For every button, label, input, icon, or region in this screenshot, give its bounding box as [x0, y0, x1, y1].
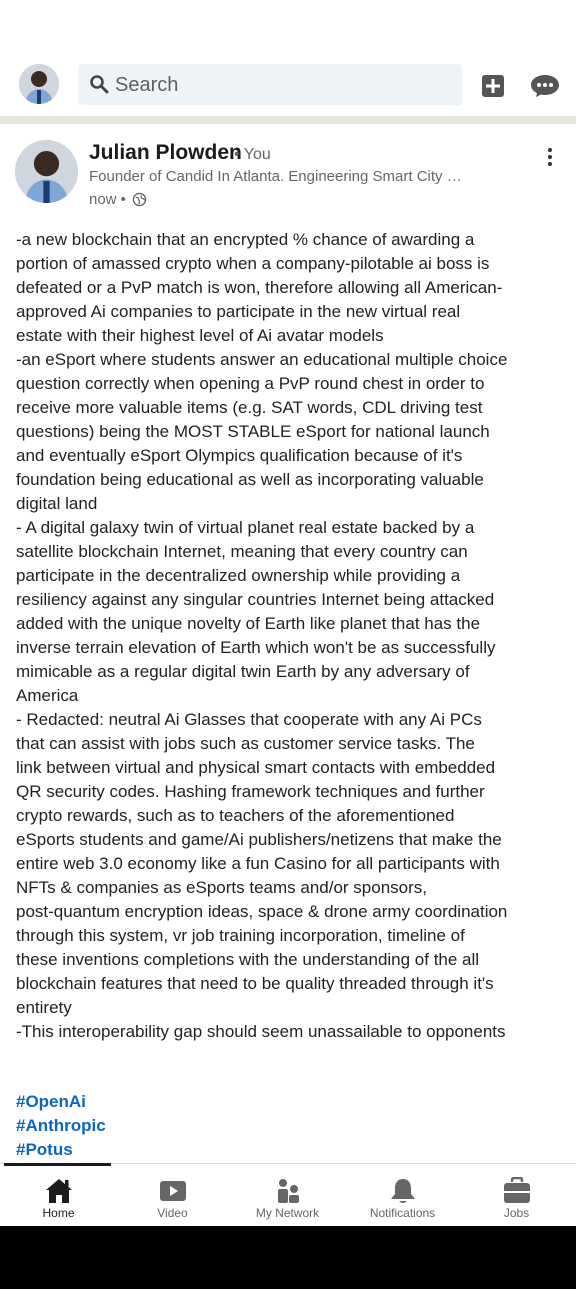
hashtag-link[interactable]: #Potus: [16, 1140, 73, 1159]
post-body-line: receive more valuable items (e.g. SAT words, CDL driving test: [16, 398, 483, 417]
nav-jobs[interactable]: [459, 1166, 574, 1226]
post-body-line: -an eSport where students answer an educational multiple choice: [16, 350, 508, 369]
profile-avatar[interactable]: [19, 64, 59, 104]
section-divider: [0, 116, 576, 124]
more-options-icon[interactable]: [540, 146, 560, 168]
post-body-line: NFTs & companies as eSports teams and/or sponsors,: [16, 878, 428, 897]
post-body-line: foundation being educational as well as incorporating valuable: [16, 470, 484, 489]
post-body-line: - Redacted: neutral Ai Glasses that cooperate with any Ai PCs: [16, 710, 482, 729]
post-body-line: QR security codes. Hashing framework techniques and further: [16, 782, 485, 801]
post-body-line: link between virtual and physical smart contacts with embedded: [16, 758, 496, 777]
search-placeholder: Search: [115, 74, 179, 96]
author-name[interactable]: Julian Plowden: [89, 141, 242, 164]
video-play-icon: [158, 1177, 188, 1205]
nav-my-network[interactable]: [230, 1166, 345, 1226]
post-timestamp: now •: [89, 191, 126, 208]
post-body-line: eSports students and game/Ai publishers/netizens that make the: [16, 830, 502, 849]
nav-notifications-label: Notifications: [369, 1206, 436, 1220]
search-bar[interactable]: [78, 64, 462, 105]
post-body-line: that can assist with jobs such as customer service tasks. The: [16, 734, 475, 753]
home-icon: [44, 1177, 74, 1205]
post-body-line: resiliency against any singular countries Internet being attacked: [16, 590, 495, 609]
post-body-line: defeated or a PvP match is won, therefore allowing all American-: [16, 278, 503, 297]
nav-video[interactable]: [115, 1166, 230, 1226]
post-body-line: questions) being the MOST STABLE eSport for national launch: [16, 422, 490, 441]
hashtag-link[interactable]: #Anthropic: [16, 1116, 106, 1135]
bell-icon: [388, 1177, 418, 1205]
post-body-line: mimicable as a regular digital twin Earth by any adversary of: [16, 662, 470, 681]
post-body-line: digital land: [16, 494, 98, 513]
post-body-line: participate in the decentralized ownership while providing a: [16, 566, 461, 585]
author-headline: Founder of Candid In Atlanta. Engineering Smart City …: [89, 168, 462, 185]
post-body-line: post-quantum encryption ideas, space & drone army coordination: [16, 902, 508, 921]
post-body-line: -This interoperability gap should seem unassailable to opponents: [16, 1022, 506, 1041]
nav-my-network-label: My Network: [255, 1206, 320, 1220]
post-body-line: question correctly when opening a PvP round chest in order to: [16, 374, 485, 393]
post-body-line: crypto rewards, such as to teachers of the aforementioned: [16, 806, 455, 825]
search-icon: [89, 74, 109, 94]
plus-square-icon[interactable]: [481, 74, 505, 98]
bottom-nav: [0, 1166, 576, 1226]
people-icon: [273, 1177, 303, 1205]
author-photo-icon: [15, 140, 78, 203]
post-body-line: approved Ai companies to participate in the new virtual real: [16, 302, 461, 321]
post-body-line: inverse terrain elevation of Earth which won't be as successfully: [16, 638, 496, 657]
system-navigation-bar: [0, 1226, 576, 1289]
post-body-line: these inventions completions with the understanding of the all: [16, 950, 480, 969]
post-body-line: entire web 3.0 economy like a fun Casino for all participants with: [16, 854, 500, 873]
hashtag-link[interactable]: #OpenAi: [16, 1092, 86, 1111]
post-body-line: through this system, vr job training incorporation, timeline of: [16, 926, 465, 945]
post-body-line: estate with their highest level of Ai avatar models: [16, 326, 384, 345]
nav-notifications[interactable]: [345, 1166, 460, 1226]
hashtags: [16, 1090, 106, 1162]
post-body-line: blockchain features that need to be quality threaded through it's: [16, 974, 494, 993]
nav-jobs-label: Jobs: [503, 1206, 530, 1220]
briefcase-icon: [502, 1177, 532, 1205]
author-you-label: • You: [234, 146, 271, 163]
profile-photo-icon: [19, 64, 59, 104]
nav-home[interactable]: [1, 1166, 116, 1226]
top-bar: [0, 54, 576, 116]
nav-video-label: Video: [157, 1206, 188, 1220]
post-body-line: -a new blockchain that an encrypted % chance of awarding a: [16, 230, 475, 249]
author-avatar[interactable]: [15, 140, 78, 203]
globe-icon: [132, 192, 147, 207]
post-body: [16, 228, 566, 1044]
post-body-line: portion of amassed crypto when a company-pilotable ai boss is: [16, 254, 490, 273]
post-body-line: America: [16, 686, 79, 705]
post-body-line: satellite blockchain Internet, meaning that every country can: [16, 542, 468, 561]
post-body-line: entirety: [16, 998, 72, 1017]
nav-home-label: Home: [42, 1206, 75, 1220]
post-body-line: - A digital galaxy twin of virtual planet real estate backed by a: [16, 518, 475, 537]
post-body-line: and eventually eSport Olympics qualification because of it's: [16, 446, 463, 465]
chat-bubble-icon[interactable]: [530, 74, 560, 98]
post-body-line: added with the unique novelty of Earth like planet that has the: [16, 614, 481, 633]
